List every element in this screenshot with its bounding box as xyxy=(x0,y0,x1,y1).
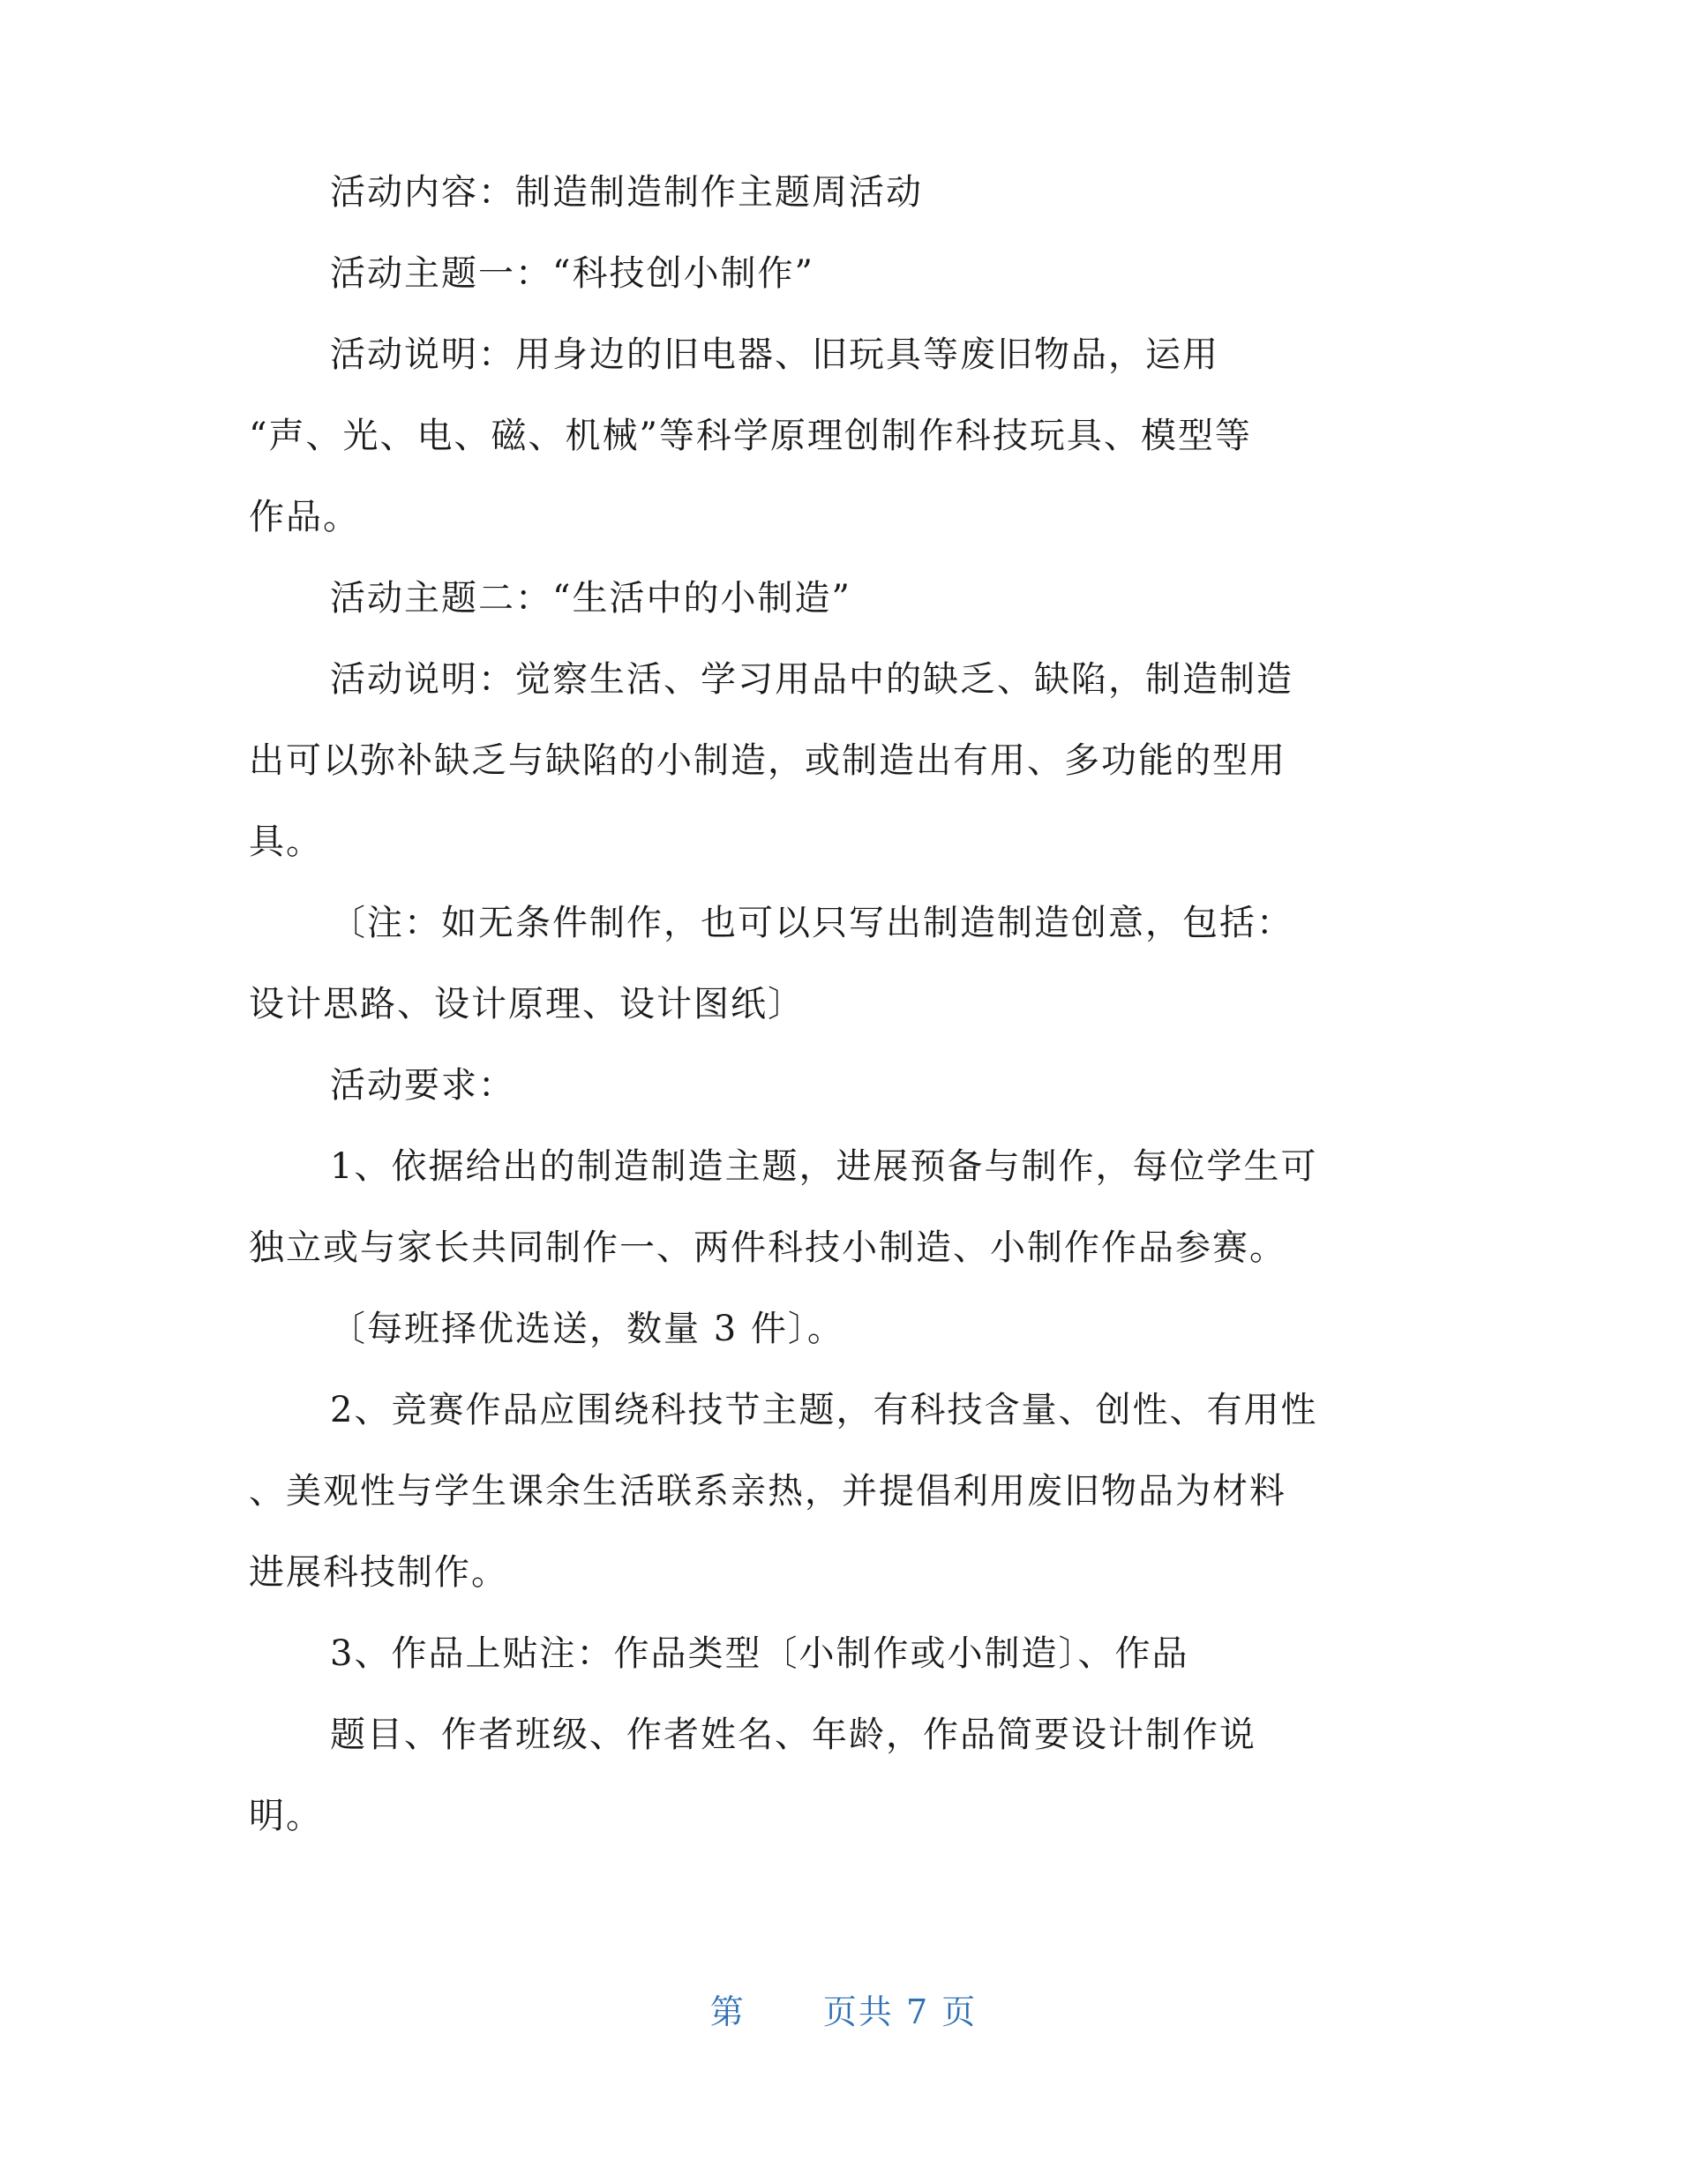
paragraph-line: 具。 xyxy=(249,822,323,862)
page-label-end: 页 xyxy=(941,1993,978,2031)
page-label-mid: 页共 xyxy=(822,1993,894,2031)
page-label-start: 第 xyxy=(709,1993,746,2031)
paragraph-line: 、美观性与学生课余生活联系亲热，并提倡利用废旧物品为材料 xyxy=(249,1471,1286,1512)
paragraph-line: 作品。 xyxy=(249,497,360,537)
paragraph-line: 出可以弥补缺乏与缺陷的小制造，或制造出有用、多功能的型用 xyxy=(249,740,1286,781)
paragraph-line: 活动主题一：“科技创小制作” xyxy=(330,253,814,294)
paragraph-line: 设计思路、设计原理、设计图纸〕 xyxy=(249,984,805,1024)
paragraph-line: 1、依据给出的制造制造主题，进展预备与制作，每位学生可 xyxy=(330,1146,1318,1187)
paragraph-line: 进展科技制作。 xyxy=(249,1552,508,1593)
paragraph-line: 活动说明：用身边的旧电器、旧玩具等废旧物品，运用 xyxy=(330,334,1219,375)
paragraph-line: 〔注：如无条件制作，也可以只写出制造制造创意，包括： xyxy=(330,903,1293,943)
paragraph-line: 〔每班择优选送，数量 3 件〕。 xyxy=(330,1309,844,1349)
paragraph-line: 2、竞赛作品应围绕科技节主题，有科技含量、创性、有用性 xyxy=(330,1390,1318,1430)
paragraph-line: “声、光、电、磁、机械”等科学原理创制作科技玩具、模型等 xyxy=(249,416,1252,456)
page-footer xyxy=(0,1985,1687,2038)
paragraph-line: 活动说明：觉察生活、学习用品中的缺乏、缺陷，制造制造 xyxy=(330,659,1293,700)
paragraph-line: 活动内容：制造制造制作主题周活动 xyxy=(330,172,923,213)
paragraph-line: 独立或与家长共同制作一、两件科技小制造、小制作作品参赛。 xyxy=(249,1227,1286,1268)
total-pages: 7 xyxy=(906,1993,930,2031)
paragraph-line: 题目、作者班级、作者姓名、年龄，作品简要设计制作说 xyxy=(330,1715,1256,1755)
paragraph-line: 活动主题二：“生活中的小制造” xyxy=(330,578,851,619)
paragraph-line: 明。 xyxy=(249,1796,323,1836)
paragraph-line: 活动要求： xyxy=(330,1065,515,1106)
paragraph-line: 3、作品上贴注：作品类型〔小制作或小制造〕、作品 xyxy=(330,1633,1189,1674)
